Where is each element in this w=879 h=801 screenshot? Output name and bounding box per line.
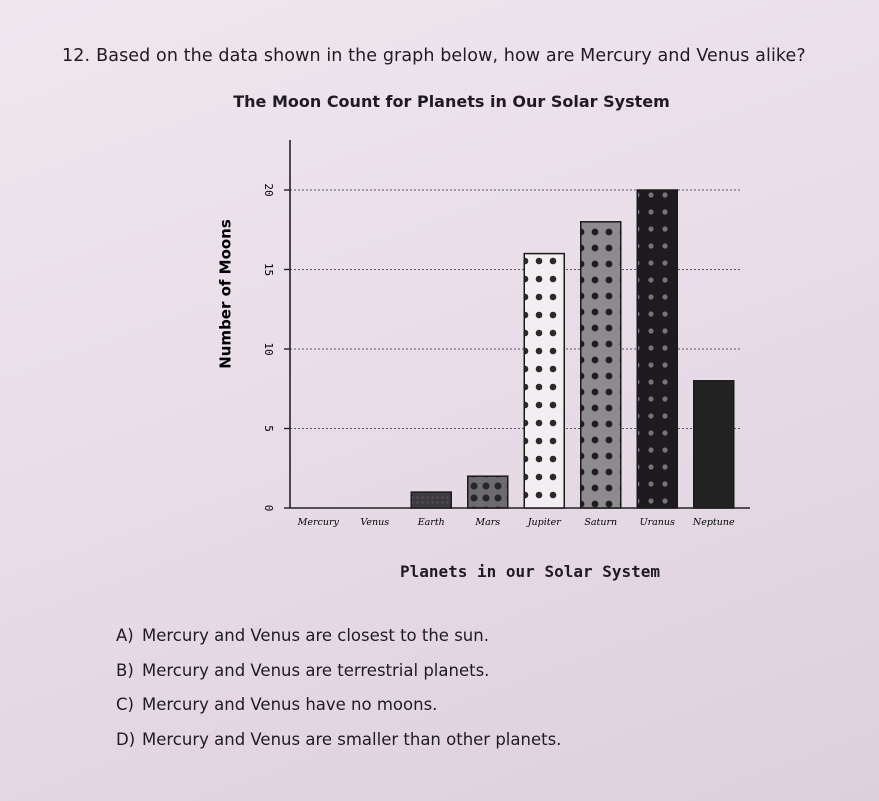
- y-tick-label: 5: [262, 425, 275, 432]
- choice-b[interactable]: [116, 661, 561, 696]
- choice-c[interactable]: [116, 695, 561, 730]
- choice-letter: B): [116, 660, 134, 680]
- bar-jupiter: [524, 254, 564, 508]
- y-tick-label: 20: [262, 183, 275, 197]
- question-number: 12.: [62, 46, 91, 66]
- question-text: Based on the data shown in the graph below, how are Mercury and Venus alike?: [96, 46, 806, 66]
- x-axis-title: Planets in our Solar System: [399, 562, 661, 581]
- choice-text: Mercury and Venus are terrestrial planets.: [142, 660, 490, 680]
- chart-title: The Moon Count for Planets in Our Solar System: [233, 92, 670, 111]
- x-tick-label: Uranus: [639, 517, 675, 528]
- choice-d[interactable]: [116, 730, 561, 765]
- x-tick-label: Mercury: [297, 517, 339, 528]
- choice-letter: C): [116, 695, 134, 714]
- x-tick-label: Jupiter: [527, 517, 561, 528]
- y-tick-label: 0: [262, 504, 275, 512]
- choice-text: Mercury and Venus have no moons.: [142, 695, 438, 714]
- y-axis-title: Number of Moons: [216, 219, 235, 369]
- choice-letter: A): [116, 626, 134, 645]
- x-tick-label: Saturn: [584, 517, 618, 528]
- bar-uranus: [637, 190, 677, 508]
- axes: [284, 140, 750, 508]
- y-tick-label: 10: [262, 342, 275, 356]
- bar-neptune: [694, 381, 734, 508]
- x-tick-label: Venus: [360, 517, 390, 528]
- choice-a[interactable]: [116, 626, 561, 661]
- bar-saturn: [581, 222, 621, 508]
- x-tick-label: Earth: [417, 517, 445, 528]
- choice-letter: D): [116, 729, 136, 749]
- bar-earth: [411, 492, 451, 508]
- y-tick-label: 15: [262, 262, 275, 277]
- choice-text: Mercury and Venus are closest to the sun.: [142, 626, 489, 645]
- answer-choices: [116, 626, 561, 764]
- bar-mars: [468, 476, 508, 508]
- x-tick-label: Mars: [475, 517, 501, 528]
- choice-text: Mercury and Venus are smaller than other planets.: [142, 729, 562, 749]
- x-tick-label: Neptune: [692, 517, 735, 528]
